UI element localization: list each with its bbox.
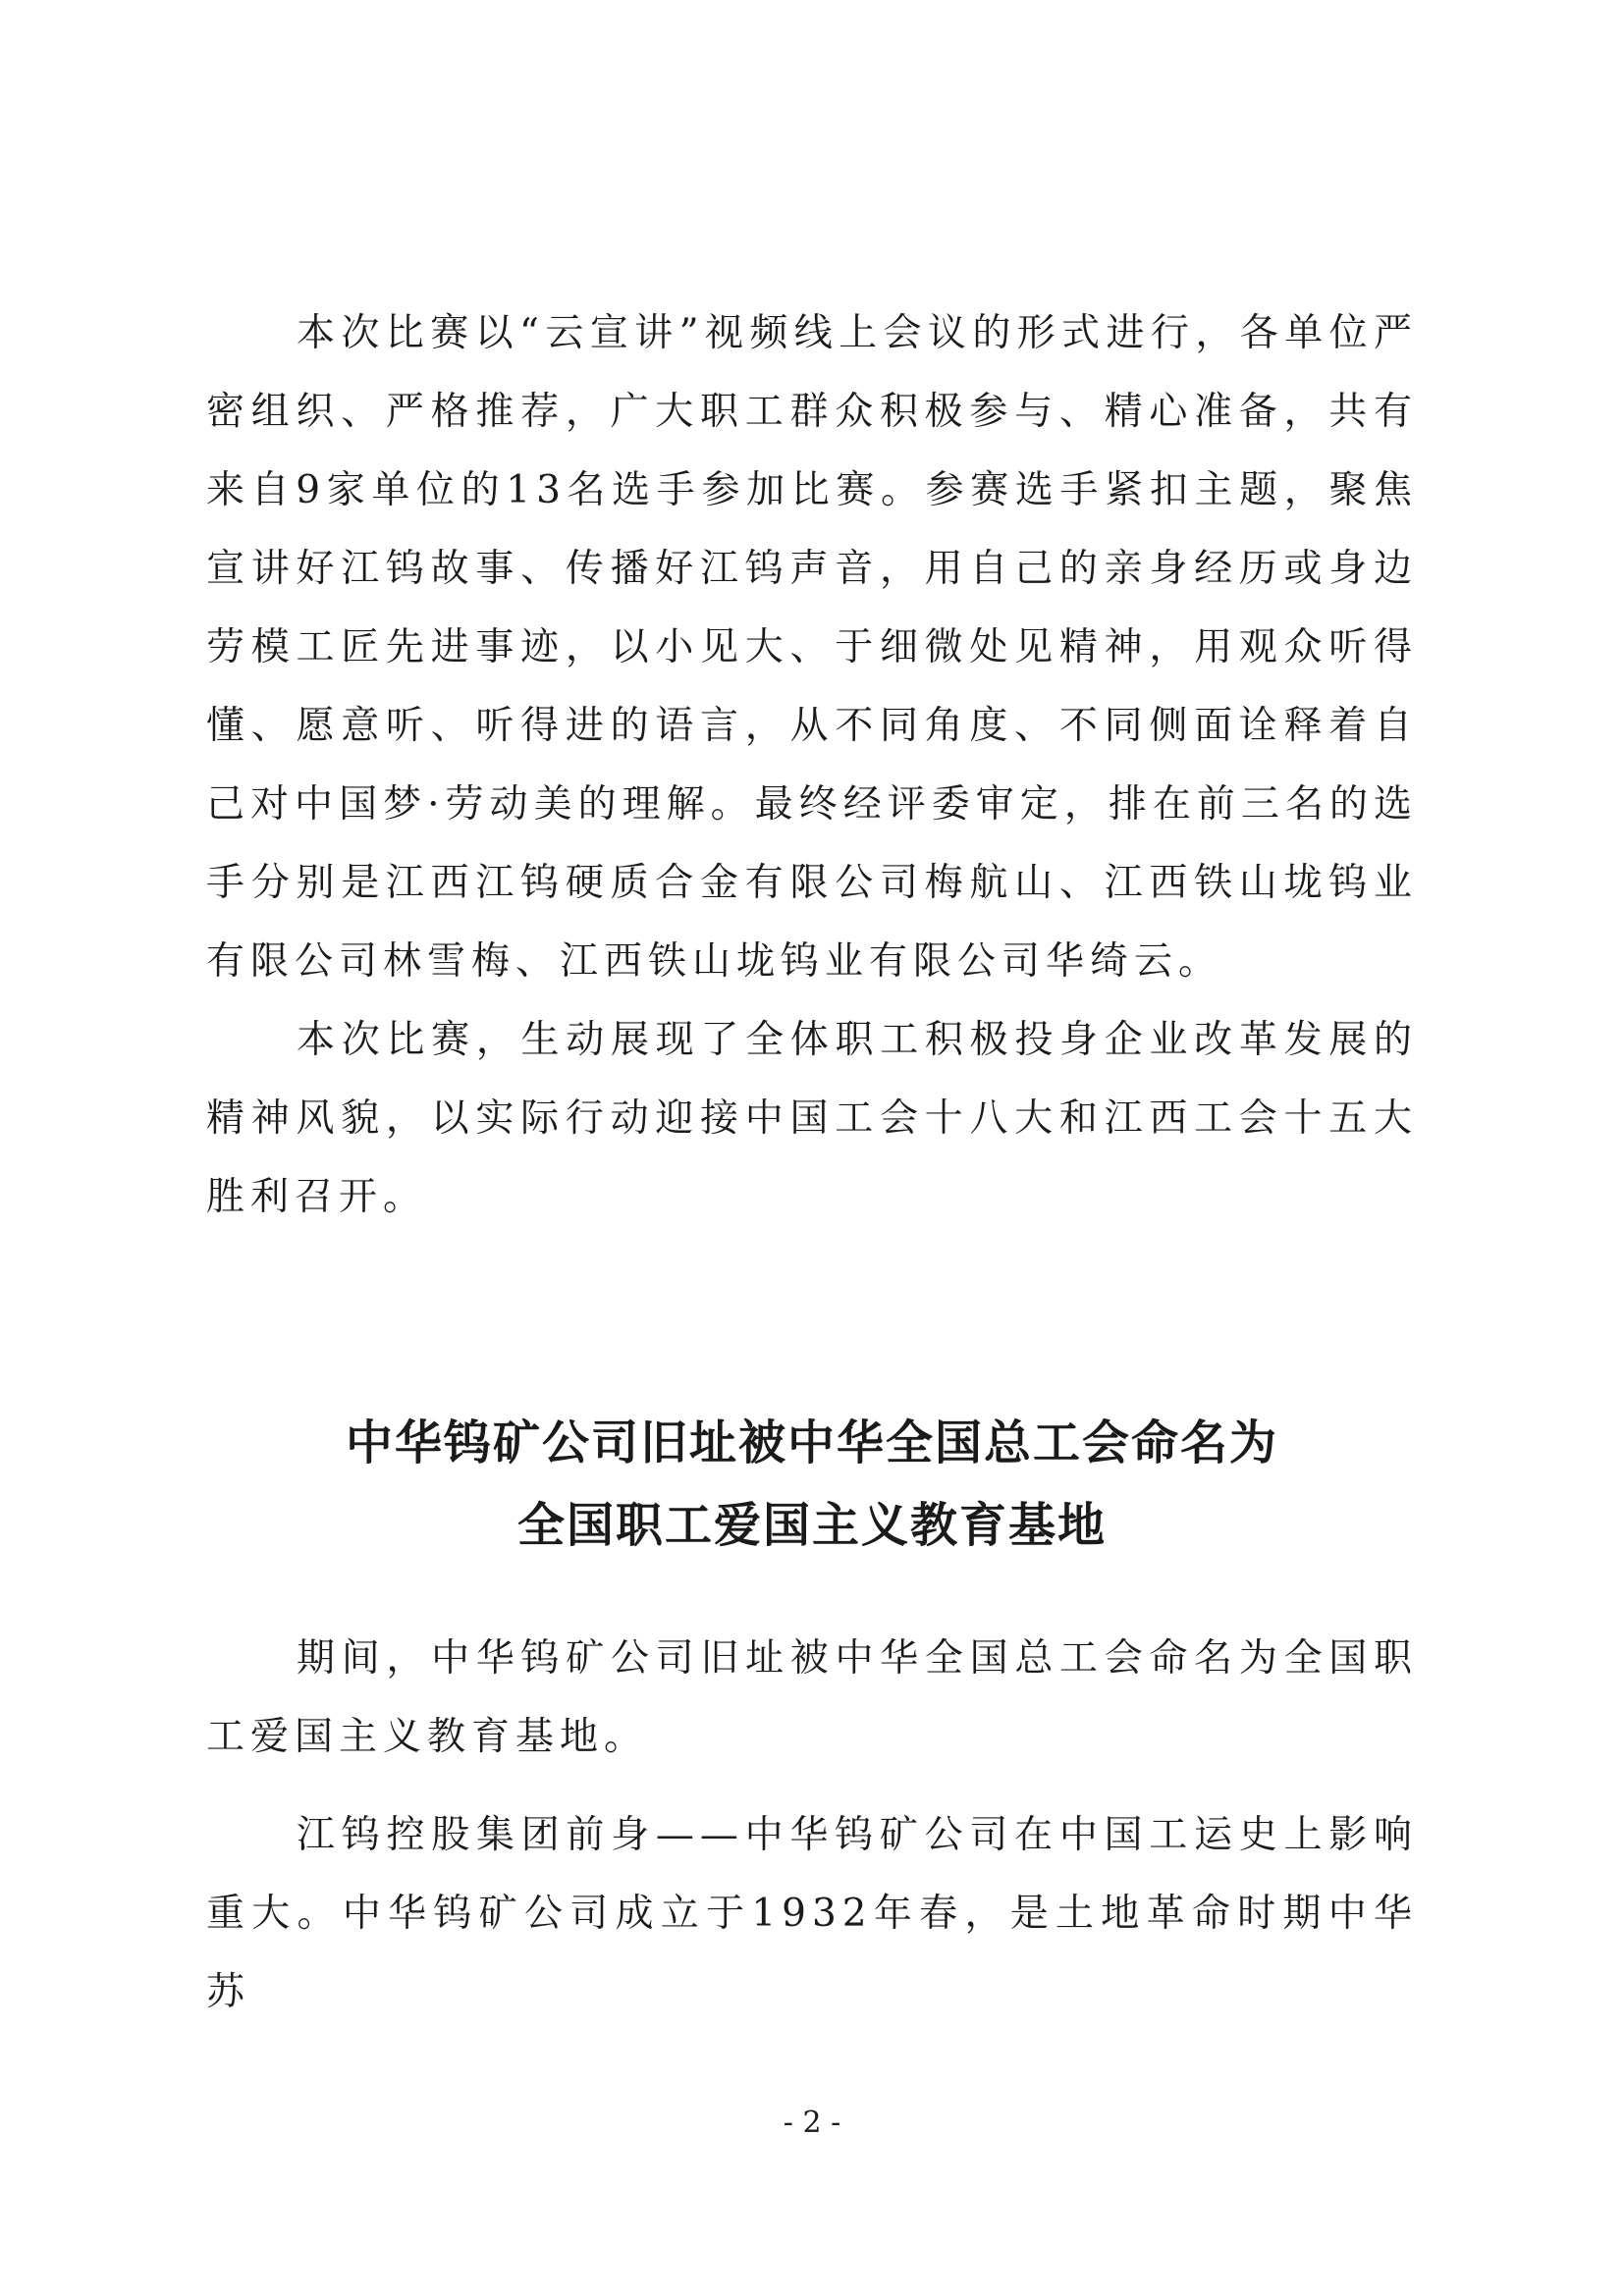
section-title-line-1: 中华钨矿公司旧址被中华全国总工会命名为: [345, 1415, 1278, 1470]
section-title: [206, 1402, 1418, 1567]
section-title-line-2: 全国职工爱国主义教育基地: [516, 1498, 1107, 1553]
paragraph-competition-summary: 本次比赛，生动展现了全体职工积极投身企业改革发展的精神风貌，以实际行动迎接中国工会十八大和江西工会十五大胜利召开。: [206, 1018, 1418, 1219]
paragraph-company-history: 江钨控股集团前身——中华钨矿公司在中国工运史上影响重大。中华钨矿公司成立于1932年春，是土地革命时期中华苏: [206, 1813, 1418, 2014]
paragraph-competition-format: 本次比赛以“云宣讲”视频线上会议的形式进行，各单位严密组织、严格推荐，广大职工群众积极参与、精心准备，共有来自9家单位的13名选手参加比赛。参赛选手紧扣主题，聚焦宣讲好江钨故事、传播好江钨声音，用自己的亲身经历或身边劳模工匠先进事迹，以小见大、于细微处见精神，用观众听得懂、愿意听、听得进的语言，从不同角度、不同侧面诠释着自己对中国梦·劳动美的理解。最终经评委审定，排在前三名的选手分别是江西江钨硬质合金有限公司梅航山、江西铁山垅钨业有限公司林雪梅、江西铁山垅钨业有限公司华绮云。: [206, 311, 1418, 984]
paragraph-base-naming: 期间，中华钨矿公司旧址被中华全国总工会命名为全国职工爱国主义教育基地。: [206, 1636, 1418, 1759]
page-number: - 2 -: [783, 2106, 841, 2140]
